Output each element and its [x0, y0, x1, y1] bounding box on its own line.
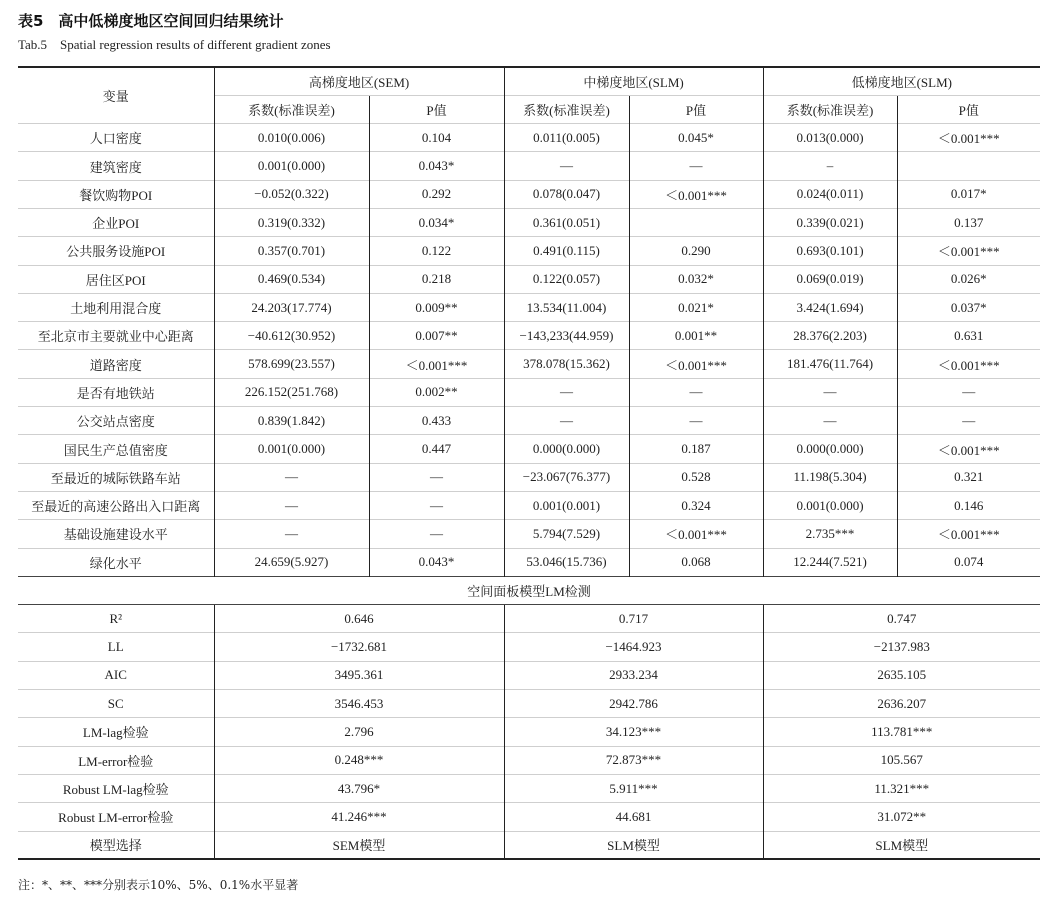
coef-cell: —: [763, 378, 897, 406]
variable-name: 至最近的城际铁路车站: [18, 463, 214, 491]
p-value-cell: 0.447: [369, 435, 504, 463]
lm-row: [18, 803, 1040, 831]
coef-cell: 0.491(0.115): [504, 237, 629, 265]
table-row: [18, 208, 1040, 236]
table-row: [18, 322, 1040, 350]
p-value-cell: —: [629, 378, 763, 406]
coef-cell: 11.198(5.304): [763, 463, 897, 491]
p-value-cell: 0.218: [369, 265, 504, 293]
variable-name: 道路密度: [18, 350, 214, 378]
coef-cell: 2.735***: [763, 520, 897, 548]
lm-row: [18, 746, 1040, 774]
lm-stat-value: 0.747: [763, 605, 1040, 633]
lm-stat-value: −1464.923: [504, 633, 763, 661]
coef-cell: 0.839(1.842): [214, 407, 369, 435]
p-value-cell: 0.043*: [369, 152, 504, 180]
lm-stat-value: −2137.983: [763, 633, 1040, 661]
header-zone-mid: 中梯度地区(SLM): [504, 67, 763, 95]
lm-stat-name: SC: [18, 690, 214, 718]
p-value-cell: ＜0.001***: [897, 237, 1040, 265]
p-value-cell: 0.104: [369, 124, 504, 152]
coef-cell: 12.244(7.521): [763, 548, 897, 576]
table-row: [18, 152, 1040, 180]
p-value-cell: 0.292: [369, 180, 504, 208]
variable-name: 绿化水平: [18, 548, 214, 576]
coef-cell: —: [214, 491, 369, 519]
lm-row: [18, 718, 1040, 746]
p-value-cell: 0.021*: [629, 293, 763, 321]
coef-cell: —: [214, 463, 369, 491]
coef-cell: —: [214, 520, 369, 548]
lm-stat-value: 2.796: [214, 718, 504, 746]
coef-cell: 24.203(17.774): [214, 293, 369, 321]
lm-stat-name: R²: [18, 605, 214, 633]
table-row: [18, 378, 1040, 406]
coef-cell: 0.361(0.051): [504, 208, 629, 236]
lm-row: [18, 831, 1040, 859]
lm-stat-name: Robust LM-lag检验: [18, 774, 214, 802]
table-note: 注：*、**、***分别表示10%、5%、0.1%水平显著: [18, 878, 299, 892]
coef-cell: —: [763, 407, 897, 435]
coef-cell: 181.476(11.764): [763, 350, 897, 378]
coef-cell: 0.069(0.019): [763, 265, 897, 293]
variable-name: 居住区POI: [18, 265, 214, 293]
header-variable: 变量: [18, 67, 214, 124]
p-value-cell: —: [369, 491, 504, 519]
p-value-cell: 0.290: [629, 237, 763, 265]
p-value-cell: ＜0.001***: [897, 435, 1040, 463]
p-value-cell: 0.074: [897, 548, 1040, 576]
coef-cell: 0.078(0.047): [504, 180, 629, 208]
p-value-cell: 0.528: [629, 463, 763, 491]
coef-cell: 0.001(0.001): [504, 491, 629, 519]
p-value-cell: —: [897, 378, 1040, 406]
coef-cell: 0.357(0.701): [214, 237, 369, 265]
table-row: [18, 491, 1040, 519]
variable-name: 建筑密度: [18, 152, 214, 180]
lm-stat-value: SLM模型: [504, 831, 763, 859]
lm-stat-value: SEM模型: [214, 831, 504, 859]
p-value-cell: 0.324: [629, 491, 763, 519]
coef-cell: –: [763, 152, 897, 180]
variable-name: 公共服务设施POI: [18, 237, 214, 265]
coef-cell: 0.339(0.021): [763, 208, 897, 236]
variable-name: 人口密度: [18, 124, 214, 152]
p-value-cell: 0.037*: [897, 293, 1040, 321]
coef-cell: —: [504, 152, 629, 180]
coef-cell: —: [504, 407, 629, 435]
lm-stat-value: 0.717: [504, 605, 763, 633]
table-row: [18, 124, 1040, 152]
p-value-cell: 0.034*: [369, 208, 504, 236]
coef-cell: 0.013(0.000): [763, 124, 897, 152]
p-value-cell: ＜0.001***: [629, 350, 763, 378]
header-coef: 系数(标准误差): [504, 95, 629, 123]
coef-cell: 0.319(0.332): [214, 208, 369, 236]
table-row: [18, 520, 1040, 548]
lm-stat-name: LL: [18, 633, 214, 661]
variable-name: 公交站点密度: [18, 407, 214, 435]
header-zone-high: 高梯度地区(SEM): [214, 67, 504, 95]
variable-name: 企业POI: [18, 208, 214, 236]
lm-stat-value: 105.567: [763, 746, 1040, 774]
p-value-cell: 0.001**: [629, 322, 763, 350]
coef-cell: 378.078(15.362): [504, 350, 629, 378]
p-value-cell: ＜0.001***: [629, 180, 763, 208]
variable-name: 是否有地铁站: [18, 378, 214, 406]
p-value-cell: 0.032*: [629, 265, 763, 293]
lm-stat-value: 44.681: [504, 803, 763, 831]
coef-cell: 53.046(15.736): [504, 548, 629, 576]
table-row: [18, 435, 1040, 463]
coef-cell: 0.693(0.101): [763, 237, 897, 265]
lm-stat-name: LM-error检验: [18, 746, 214, 774]
table-row: [18, 237, 1040, 265]
p-value-cell: ＜0.001***: [897, 350, 1040, 378]
coef-cell: 13.534(11.004): [504, 293, 629, 321]
lm-stat-value: 41.246***: [214, 803, 504, 831]
lm-row: [18, 633, 1040, 661]
lm-stat-value: 72.873***: [504, 746, 763, 774]
coef-cell: 0.010(0.006): [214, 124, 369, 152]
p-value-cell: 0.068: [629, 548, 763, 576]
coef-cell: 0.469(0.534): [214, 265, 369, 293]
p-value-cell: —: [629, 152, 763, 180]
lm-row: [18, 661, 1040, 689]
header-row-zones: [18, 67, 1040, 95]
header-p: P值: [369, 95, 504, 123]
p-value-cell: 0.007**: [369, 322, 504, 350]
coef-cell: 0.000(0.000): [763, 435, 897, 463]
p-value-cell: 0.187: [629, 435, 763, 463]
table-row: [18, 350, 1040, 378]
lm-stat-value: 113.781***: [763, 718, 1040, 746]
coef-cell: —: [504, 378, 629, 406]
table-title-zh: 表5 高中低梯度地区空间回归结果统计: [18, 12, 284, 30]
coef-cell: 0.024(0.011): [763, 180, 897, 208]
p-value-cell: [629, 208, 763, 236]
variable-name: 基础设施建设水平: [18, 520, 214, 548]
lm-stat-name: Robust LM-error检验: [18, 803, 214, 831]
table-row: [18, 407, 1040, 435]
p-value-cell: —: [629, 407, 763, 435]
p-value-cell: ＜0.001***: [629, 520, 763, 548]
p-value-cell: ＜0.001***: [369, 350, 504, 378]
table-row: [18, 463, 1040, 491]
regression-table: [18, 66, 1040, 860]
table-title-en: Tab.5 Spatial regression results of different gradient zones: [18, 37, 331, 52]
header-coef: 系数(标准误差): [214, 95, 369, 123]
lm-stat-value: SLM模型: [763, 831, 1040, 859]
header-p: P值: [897, 95, 1040, 123]
lm-section-title: 空间面板模型LM检测: [18, 576, 1040, 604]
table-row: [18, 548, 1040, 576]
lm-stat-name: AIC: [18, 661, 214, 689]
coef-cell: −0.052(0.322): [214, 180, 369, 208]
coef-cell: 0.011(0.005): [504, 124, 629, 152]
lm-stat-value: 34.123***: [504, 718, 763, 746]
p-value-cell: 0.045*: [629, 124, 763, 152]
p-value-cell: 0.043*: [369, 548, 504, 576]
header-zone-low: 低梯度地区(SLM): [763, 67, 1040, 95]
lm-stat-value: 2933.234: [504, 661, 763, 689]
coef-cell: 5.794(7.529): [504, 520, 629, 548]
table-row: [18, 265, 1040, 293]
coef-cell: 0.001(0.000): [214, 435, 369, 463]
table-body: [18, 67, 1040, 859]
coef-cell: 0.122(0.057): [504, 265, 629, 293]
variable-name: 国民生产总值密度: [18, 435, 214, 463]
coef-cell: 578.699(23.557): [214, 350, 369, 378]
lm-section-row: [18, 576, 1040, 604]
p-value-cell: 0.433: [369, 407, 504, 435]
table-row: [18, 180, 1040, 208]
lm-stat-value: 2942.786: [504, 690, 763, 718]
table-row: [18, 293, 1040, 321]
coef-cell: 0.000(0.000): [504, 435, 629, 463]
coef-cell: −143,233(44.959): [504, 322, 629, 350]
coef-cell: 28.376(2.203): [763, 322, 897, 350]
header-p: P值: [629, 95, 763, 123]
coef-cell: −40.612(30.952): [214, 322, 369, 350]
lm-row: [18, 605, 1040, 633]
coef-cell: 0.001(0.000): [214, 152, 369, 180]
lm-stat-name: 模型选择: [18, 831, 214, 859]
variable-name: 餐饮购物POI: [18, 180, 214, 208]
lm-row: [18, 774, 1040, 802]
p-value-cell: ＜0.001***: [897, 520, 1040, 548]
lm-stat-value: 3495.361: [214, 661, 504, 689]
coef-cell: 0.001(0.000): [763, 491, 897, 519]
p-value-cell: 0.002**: [369, 378, 504, 406]
lm-stat-value: 3546.453: [214, 690, 504, 718]
header-coef: 系数(标准误差): [763, 95, 897, 123]
lm-stat-value: 11.321***: [763, 774, 1040, 802]
p-value-cell: 0.137: [897, 208, 1040, 236]
variable-name: 至北京市主要就业中心距离: [18, 322, 214, 350]
coef-cell: 3.424(1.694): [763, 293, 897, 321]
p-value-cell: —: [897, 407, 1040, 435]
p-value-cell: 0.026*: [897, 265, 1040, 293]
variable-name: 土地利用混合度: [18, 293, 214, 321]
p-value-cell: 0.146: [897, 491, 1040, 519]
lm-stat-value: 2635.105: [763, 661, 1040, 689]
lm-stat-value: 5.911***: [504, 774, 763, 802]
lm-stat-value: 2636.207: [763, 690, 1040, 718]
p-value-cell: 0.122: [369, 237, 504, 265]
p-value-cell: 0.321: [897, 463, 1040, 491]
p-value-cell: [897, 152, 1040, 180]
lm-stat-value: 31.072**: [763, 803, 1040, 831]
coef-cell: 226.152(251.768): [214, 378, 369, 406]
p-value-cell: —: [369, 520, 504, 548]
coef-cell: −23.067(76.377): [504, 463, 629, 491]
variable-name: 至最近的高速公路出入口距离: [18, 491, 214, 519]
p-value-cell: —: [369, 463, 504, 491]
lm-stat-value: 0.248***: [214, 746, 504, 774]
lm-stat-name: LM-lag检验: [18, 718, 214, 746]
lm-stat-value: 0.646: [214, 605, 504, 633]
lm-row: [18, 690, 1040, 718]
lm-stat-value: 43.796*: [214, 774, 504, 802]
p-value-cell: 0.631: [897, 322, 1040, 350]
p-value-cell: 0.017*: [897, 180, 1040, 208]
lm-stat-value: −1732.681: [214, 633, 504, 661]
coef-cell: 24.659(5.927): [214, 548, 369, 576]
p-value-cell: ＜0.001***: [897, 124, 1040, 152]
p-value-cell: 0.009**: [369, 293, 504, 321]
